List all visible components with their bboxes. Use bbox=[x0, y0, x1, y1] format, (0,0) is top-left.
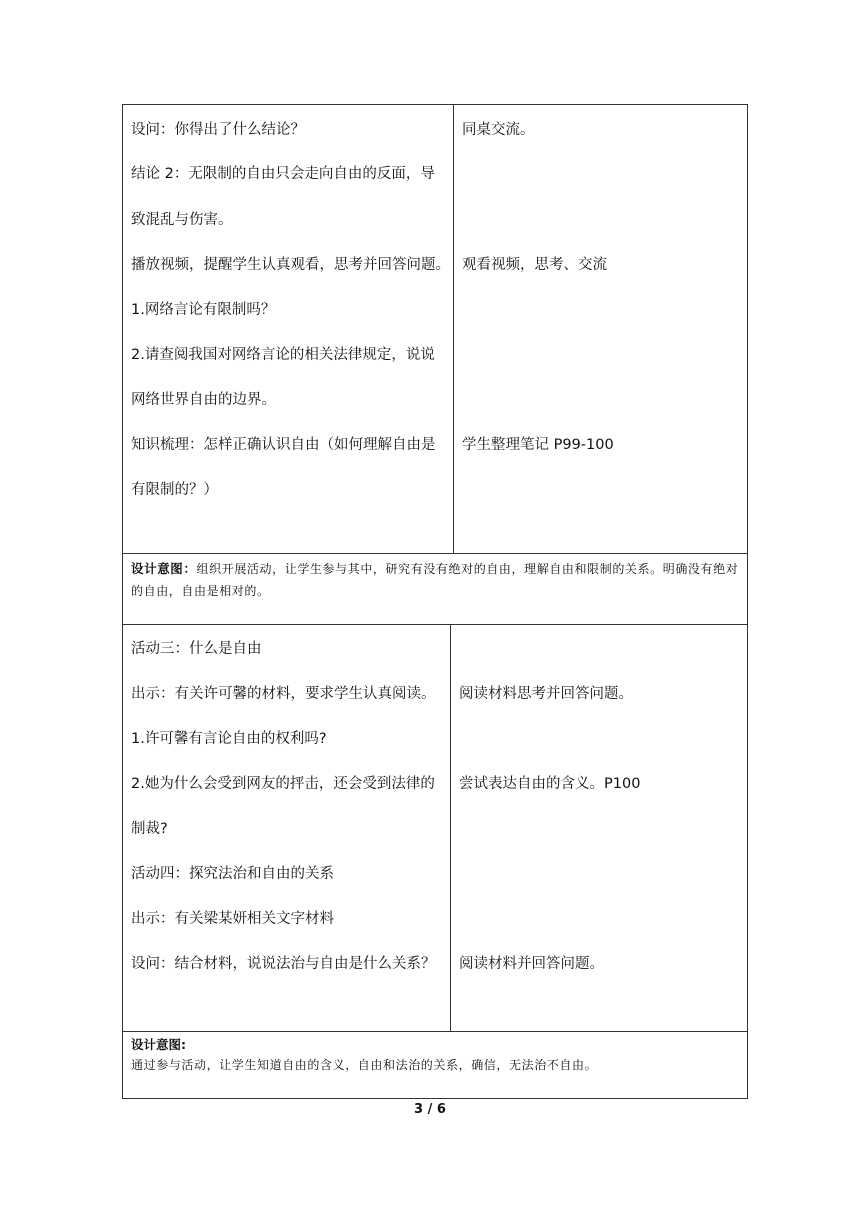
activity-row-2 bbox=[123, 625, 747, 1032]
text-line: 播放视频，提醒学生认真观看，思考并回答问题。 bbox=[131, 257, 450, 273]
text-line: 制裁? bbox=[131, 821, 168, 837]
text-line: 1.许可馨有言论自由的权利吗? bbox=[131, 731, 327, 747]
design-intent-label: 设计意图: bbox=[131, 1037, 186, 1052]
text-line: 阅读材料并回答问题。 bbox=[459, 956, 604, 972]
student-activity-cell-1 bbox=[454, 105, 747, 553]
text-line: 结论 2：无限制的自由只会走向自由的反面，导 bbox=[131, 166, 435, 182]
design-intent-label: 设计意图： bbox=[131, 561, 197, 576]
design-intent-row-1 bbox=[123, 554, 747, 625]
page-number: 3 / 6 bbox=[414, 1102, 446, 1117]
text-line: 尝试表达自由的含义。P100 bbox=[459, 776, 641, 792]
design-intent-body: 组织开展活动，让学生参与其中，研究有没有绝对的自由，理解自由和限制的关系。明确没有绝对的自由，自由是相对的。 bbox=[131, 562, 739, 598]
student-activity-cell-2 bbox=[451, 625, 747, 1031]
text-line: 致混乱与伤害。 bbox=[131, 212, 233, 228]
lesson-plan-table bbox=[122, 104, 748, 1099]
teacher-activity-cell-1 bbox=[123, 105, 454, 553]
text-line: 活动四：探究法治和自由的关系 bbox=[131, 866, 334, 882]
design-intent-row-2 bbox=[123, 1032, 747, 1098]
design-intent-text bbox=[131, 558, 739, 602]
text-line: 活动三：什么是自由 bbox=[131, 641, 262, 657]
text-line: 学生整理笔记 P99-100 bbox=[462, 437, 614, 453]
text-line: 2.请查阅我国对网络言论的相关法律规定，说说 bbox=[131, 347, 435, 363]
text-line: 同桌交流。 bbox=[462, 122, 535, 138]
text-line: 出示：有关许可馨的材料，要求学生认真阅读。 bbox=[131, 686, 436, 702]
text-line: 阅读材料思考并回答问题。 bbox=[459, 686, 633, 702]
text-line: 2.她为什么会受到网友的抨击，还会受到法律的 bbox=[131, 776, 435, 792]
activity-row-1 bbox=[123, 105, 747, 554]
text-line: 网络世界自由的边界。 bbox=[131, 392, 276, 408]
text-line: 观看视频，思考、交流 bbox=[462, 257, 607, 273]
teacher-activity-cell-2 bbox=[123, 625, 451, 1031]
text-line: 出示：有关梁某妍相关文字材料 bbox=[131, 911, 334, 927]
design-intent-body: 通过参与活动，让学生知道自由的含义，自由和法治的关系，确信，无法治不自由。 bbox=[131, 1058, 598, 1072]
text-line: 设问：结合材料，说说法治与自由是什么关系？ bbox=[131, 956, 436, 972]
text-line: 1.网络言论有限制吗？ bbox=[131, 302, 276, 318]
text-line: 设问：你得出了什么结论？ bbox=[131, 122, 305, 138]
text-line: 有限制的？） bbox=[131, 482, 218, 498]
text-line: 知识梳理：怎样正确认识自由（如何理解自由是 bbox=[131, 437, 436, 453]
